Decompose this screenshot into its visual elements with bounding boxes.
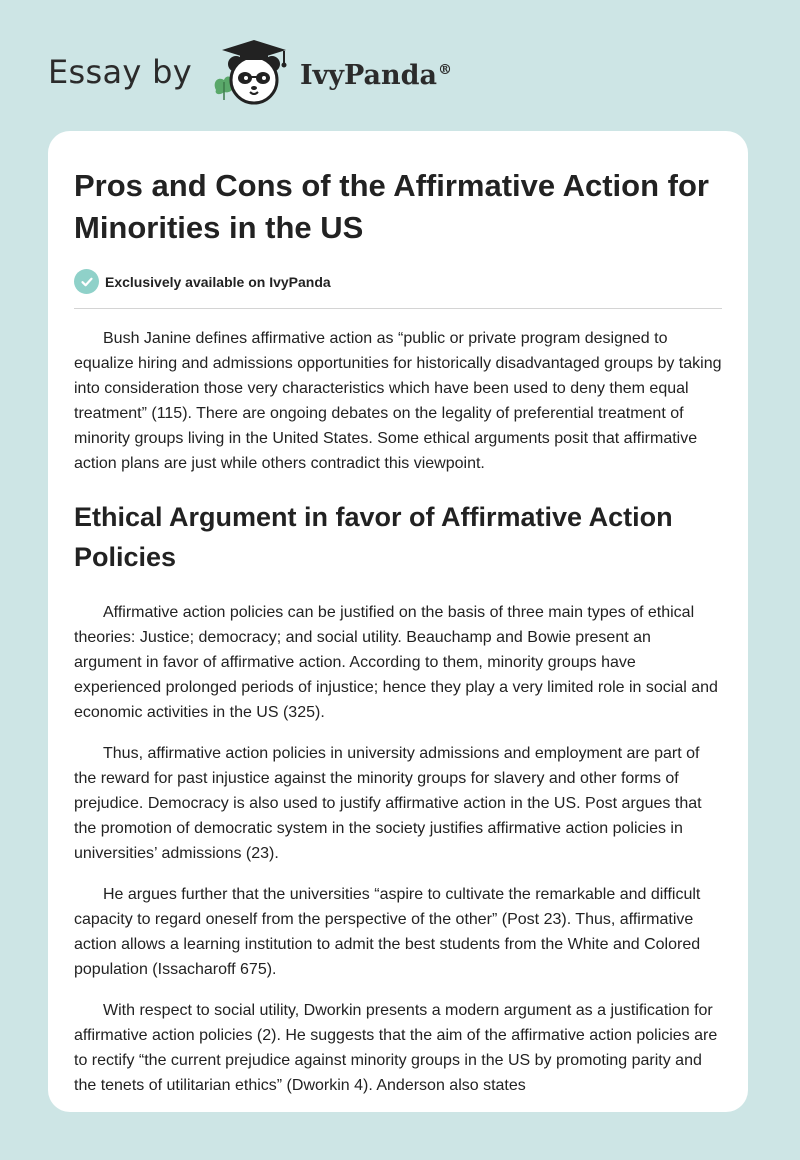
essay-by-label: Essay by (48, 53, 192, 91)
intro-paragraph: Bush Janine defines affirmative action as “public or private program designed to equalize hiring and admissions opportunities for historically disadvantaged groups by taking into consideration those very characteristics which have been used to deny them equal treatment” (115). There are ongoing debates on the legality of preferential treatment of minority groups living in the United States. Some ethical arguments posit that affirmative action plans are just while others contradict this viewpoint. (74, 330, 722, 472)
divider (74, 308, 722, 309)
exclusive-badge (74, 269, 722, 294)
body-paragraph: Thus, affirmative action policies in university admissions and employment are part of the reward for past injustice against the minority groups for slavery and other forms of prejudice. Democracy is also used to justify affirmative action in the US. Post argues that the promotion of democratic system in the society justifies affirmative action policies in universities’ admissions (23). (74, 745, 702, 862)
section-heading: Ethical Argument in favor of Affirmative Action Policies (74, 502, 673, 572)
site-header (48, 34, 452, 110)
brand-name: IvyPanda® (299, 59, 453, 91)
essay-title: Pros and Cons of the Affirmative Action for Minorities in the US (74, 168, 709, 245)
body-paragraph: Affirmative action policies can be justified on the basis of three main types of ethical theories: Justice; democracy; and social utility. Beauchamp and Bowie present an argument in favor of affirmative action. According to them, minority groups have experienced prolonged periods of injustice; hence they play a very limited role in social and economic activities in the US (325). (74, 604, 718, 721)
exclusive-badge-label: Exclusively available on IvyPanda (105, 273, 331, 290)
check-icon (74, 269, 99, 294)
essay-card (48, 131, 748, 1112)
body-paragraph: With respect to social utility, Dworkin presents a modern argument as a justification for affirmative action policies (2). He suggests that the aim of the affirmative action policies are to rectify “the current prejudice against minority groups in the US by promoting parity and the tenets of utilitarian ethics” (Dworkin 4). Anderson also states (74, 1002, 718, 1094)
body-paragraph: He argues further that the universities “aspire to cultivate the remarkable and difficult capacity to regard oneself from the perspective of the other” (Post 23). Thus, affirmative action allows a learning institution to admit the best students from the White and Colored population (Issacharoff 675). (74, 886, 701, 978)
registered-mark: ® (438, 61, 453, 78)
panda-logo-icon (206, 34, 298, 110)
